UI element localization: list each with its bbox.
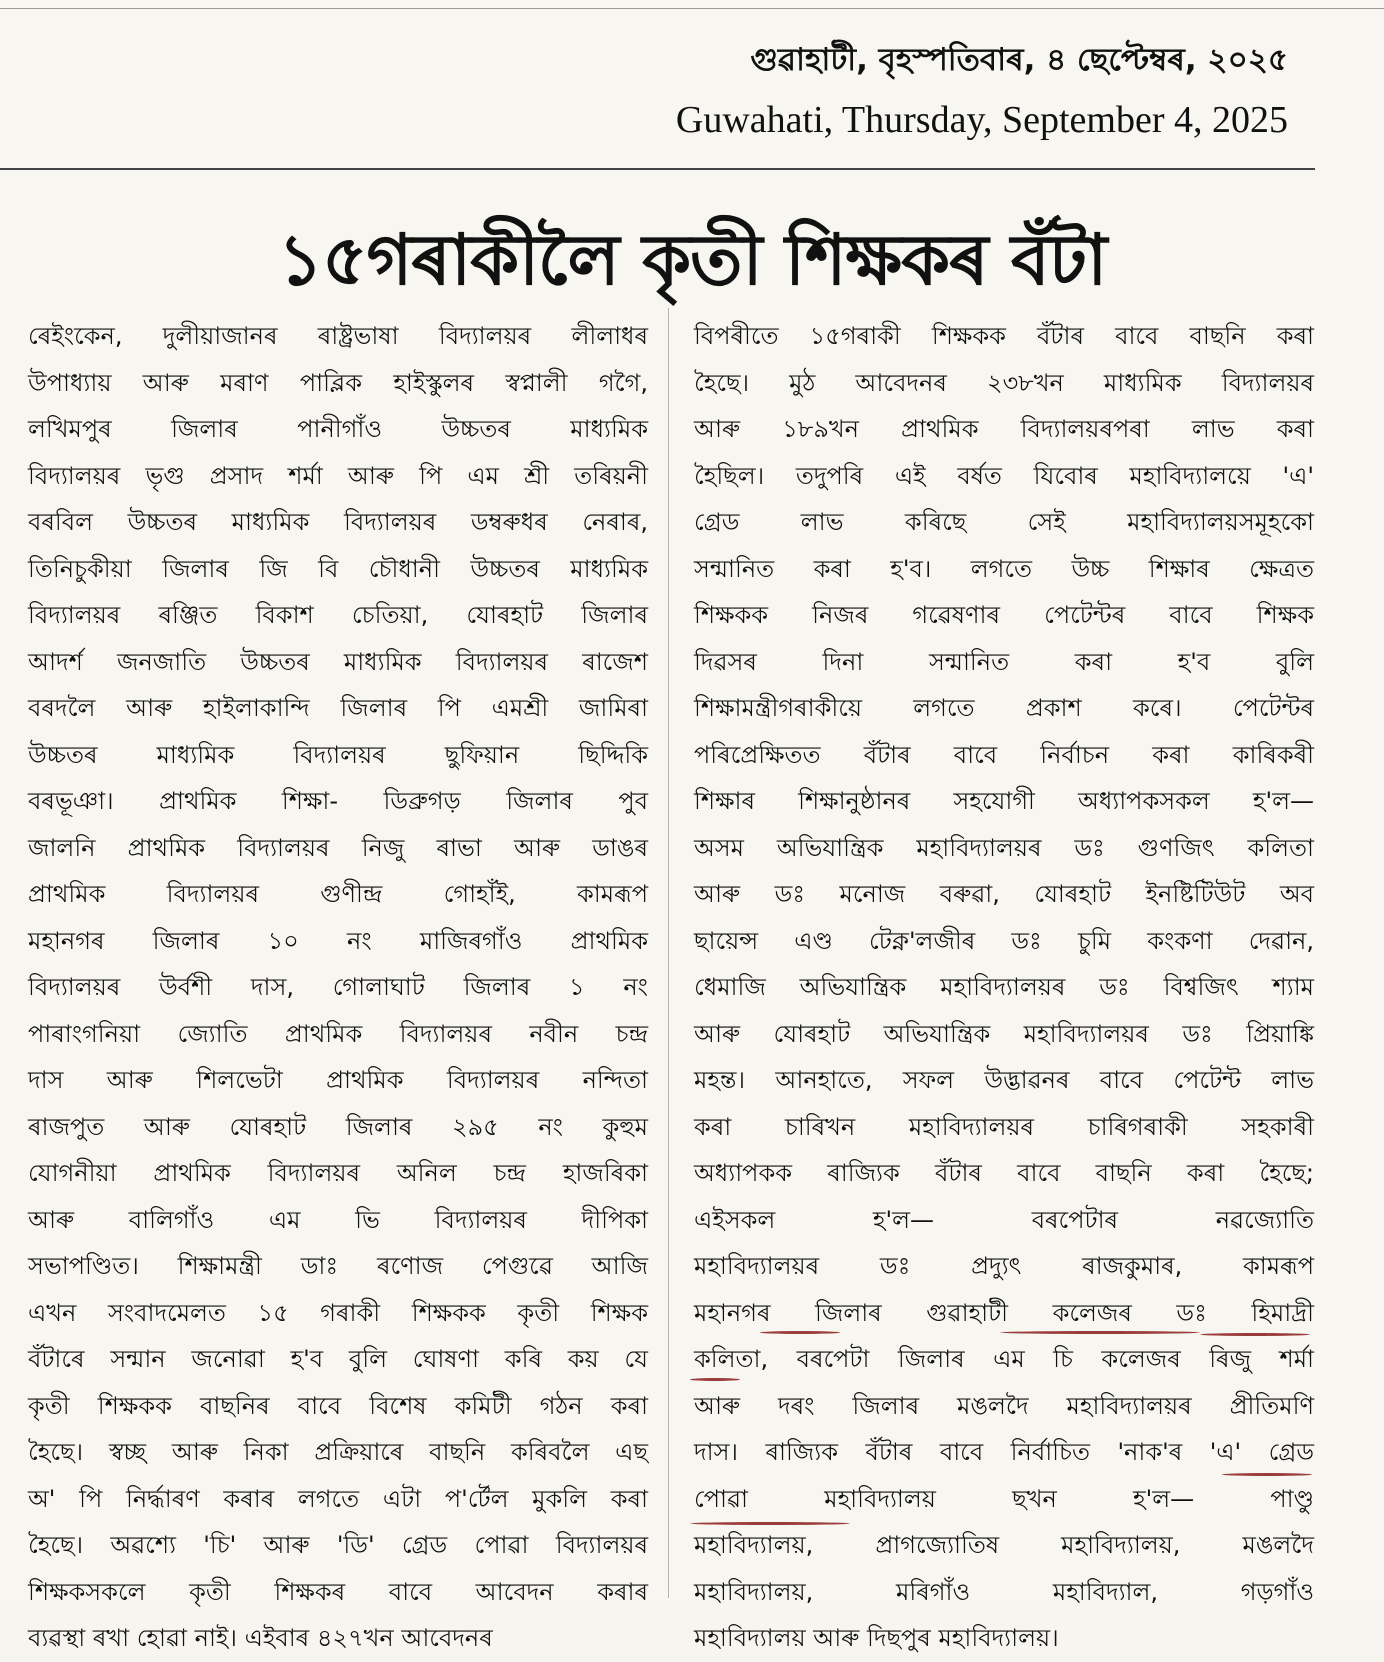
right-column-line: কৰা চাৰিখন মহাবিদ্যালয়ৰ চাৰিগৰাকী সহকাৰী (694, 1112, 1314, 1141)
left-column-line: অ' পি নিৰ্দ্ধাৰণ কৰাৰ লগতে এটা প'ৰ্টেল মুকলি কৰা (28, 1484, 648, 1513)
right-column-line: পোৱা মহাবিদ্যালয় ছখন হ'ল— পাণ্ডু (694, 1484, 1314, 1513)
left-column-line: বৰবিল উচ্চতৰ মাধ্যমিক বিদ্যালয়ৰ ডম্বৰুধৰ নেৰাৰ, (28, 508, 648, 536)
column-divider (668, 308, 669, 1598)
left-column-line: ৰাজপুত আৰু যোৰহাট জিলাৰ ২৯৫ নং কুহুম (28, 1112, 648, 1141)
right-column-line: মহাবিদ্যালয়ৰ ডঃ প্ৰদ্যুৎ ৰাজকুমাৰ, কামৰূপ (694, 1252, 1314, 1280)
right-column-line: অধ্যাপকক ৰাজ্যিক বঁটাৰ বাবে বাছনি কৰা হৈছে; (694, 1159, 1314, 1187)
right-column-line: ধেমাজি অভিযান্ত্ৰিক মহাবিদ্যালয়ৰ ডঃ বিশ্বজিৎ শ্যাম (694, 973, 1314, 1001)
left-column-line: উচ্চতৰ মাধ্যমিক বিদ্যালয়ৰ ছুফিয়ান ছিদ্দিকি (28, 740, 648, 769)
right-column-line: অসম অভিযান্ত্ৰিক মহাবিদ্যালয়ৰ ডঃ গুণজিৎ কলিতা (694, 833, 1314, 862)
left-column-line: যোগনীয়া প্ৰাথমিক বিদ্যালয়ৰ অনিল চন্দ্ৰ হাজৰিকা (28, 1159, 648, 1187)
right-column-line: এইসকল হ'ল— বৰপেটাৰ নৱজ্যোতি (694, 1205, 1314, 1234)
left-column-line: প্ৰাথমিক বিদ্যালয়ৰ গুণীন্দ্ৰ গোহাঁই, কামৰূপ (28, 880, 648, 908)
right-column-line: শিক্ষাৰ শিক্ষানুষ্ঠানৰ সহযোগী অধ্যাপকসকল হ'ল— (694, 787, 1314, 815)
right-column-line: আৰু যোৰহাট অভিযান্ত্ৰিক মহাবিদ্যালয়ৰ ডঃ প্ৰিয়াঙ্কি (694, 1019, 1314, 1048)
right-column-line: মহাবিদ্যালয়, মৰিগাঁও মহাবিদ্যাল, গড়গাঁও (694, 1577, 1314, 1606)
right-column-line: গ্ৰেড লাভ কৰিছে সেই মহাবিদ্যালয়সমূহকো (694, 508, 1314, 536)
right-column-line: মহন্ত। আনহাতে, সফল উদ্ভাৱনৰ বাবে পেটেন্ট লাভ (694, 1066, 1314, 1094)
left-column-line: বৰভূঞা। প্ৰাথমিক শিক্ষা- ডিব্ৰুগড় জিলাৰ পুব (28, 787, 648, 815)
left-column-line: ব্যৱস্থা ৰখা হোৱা নাই। এইবাৰ ৪২৭খন আবেদনৰ (28, 1624, 493, 1652)
pen-underline-3 (1200, 1333, 1310, 1336)
left-column-line: তিনিচুকীয়া জিলাৰ জি বি চৌধানী উচ্চতৰ মাধ্যমিক (28, 554, 648, 583)
pen-underline-2 (1000, 1331, 1200, 1334)
right-column-line: শিক্ষামন্ত্ৰীগৰাকীয়ে লগতে প্ৰকাশ কৰে। পেটেন্টৰ (694, 694, 1314, 722)
right-column-line: ছায়েন্স এণ্ড টেক্ন'লজীৰ ডঃ চুমি কংকণা দেৱান, (694, 926, 1314, 955)
article-column-left (28, 313, 648, 1662)
pen-underline-1 (760, 1331, 840, 1334)
right-column-line: আৰু ডঃ মনোজ বৰুৱা, যোৰহাট ইনষ্টিটিউট অব (694, 880, 1314, 908)
left-column-line: হৈছে। অৱশ্যে 'চি' আৰু 'ডি' গ্ৰেড পোৱা বিদ্যালয়ৰ (28, 1531, 648, 1559)
right-column-line: পৰিপ্ৰেক্ষিতত বঁটাৰ বাবে নিৰ্বাচন কৰা কাৰিকৰী (694, 740, 1314, 769)
left-column-line: দাস আৰু শিলভেটা প্ৰাথমিক বিদ্যালয়ৰ নন্দিতা (28, 1066, 648, 1094)
left-column-line: হৈছে। স্বচ্ছ আৰু নিকা প্ৰক্ৰিয়াৰে বাছনি কৰিবলৈ এছ (28, 1438, 648, 1466)
left-column-line: এখন সংবাদমেলত ১৫ গৰাকী শিক্ষকক কৃতী শিক্ষক (28, 1298, 648, 1327)
right-column-line: আৰু ১৮৯খন প্ৰাথমিক বিদ্যালয়ৰপৰা লাভ কৰা (694, 415, 1314, 443)
left-column-line: মহানগৰ জিলাৰ ১০ নং মাজিৰগাঁও প্ৰাথমিক (28, 926, 648, 955)
left-column-line: কৃতী শিক্ষকক বাছনিৰ বাবে বিশেষ কমিটী গঠন কৰা (28, 1391, 648, 1420)
left-column-line: পাৰাংগনিয়া জ্যোতি প্ৰাথমিক বিদ্যালয়ৰ নবীন চন্দ্ৰ (28, 1019, 648, 1048)
right-column-line: দাস। ৰাজ্যিক বঁটাৰ বাবে নিৰ্বাচিত 'নাক'ৰ 'এ' গ্ৰেড (694, 1438, 1314, 1466)
left-column-line: ৰেইংকেন, দুলীয়াজানৰ ৰাষ্ট্ৰভাষা বিদ্যালয়ৰ লীলাধৰ (28, 322, 648, 350)
left-column-line: শিক্ষকসকলে কৃতী শিক্ষকৰ বাবে আবেদন কৰাৰ (28, 1577, 648, 1606)
right-column-line: আৰু দৰং জিলাৰ মঙলদৈ মহাবিদ্যালয়ৰ প্ৰীতিমণি (694, 1391, 1314, 1420)
dateline-english: Guwahati, Thursday, September 4, 2025 (675, 99, 1288, 141)
header-rule (0, 168, 1315, 170)
right-column-line: দিৱসৰ দিনা সন্মানিত কৰা হ'ব বুলি (694, 647, 1314, 676)
dateline-assamese: গুৱাহাটী, বৃহস্পতিবাৰ, ৪ ছেপ্টেম্বৰ, ২০২৫ (750, 42, 1288, 78)
left-column-line: বিদ্যালয়ৰ ৰঞ্জিত বিকাশ চেতিয়া, যোৰহাট জিলাৰ (28, 601, 648, 629)
article-column-right (694, 313, 1314, 1662)
left-column-line: আৰু বালিগাঁও এম ভি বিদ্যালয়ৰ দীপিকা (28, 1205, 648, 1234)
right-column-line: মহাবিদ্যালয় আৰু দিছপুৰ মহাবিদ্যালয়। (694, 1624, 1059, 1652)
right-column-line: সন্মানিত কৰা হ'ব। লগতে উচ্চ শিক্ষাৰ ক্ষেত্ৰত (694, 554, 1314, 583)
pen-underline-4 (690, 1378, 740, 1381)
left-column-line: বঁটাৰে সন্মান জনোৱা হ'ব বুলি ঘোষণা কৰি কয় যে (28, 1345, 648, 1373)
top-rule (0, 8, 1384, 9)
left-column-line: জালনি প্ৰাথমিক বিদ্যালয়ৰ নিজু ৰাভা আৰু ডাঙৰ (28, 833, 648, 862)
left-column-line: বিদ্যালয়ৰ উৰ্বশী দাস, গোলাঘাট জিলাৰ ১ নং (28, 973, 648, 1001)
right-column-line: মহানগৰ জিলাৰ গুৱাহাটী কলেজৰ ডঃ হিমাদ্ৰী (694, 1298, 1314, 1327)
article-headline: ১৫গৰাকীলৈ কৃতী শিক্ষকৰ বঁটা (277, 219, 1107, 301)
right-column-line: কলিতা, বৰপেটা জিলাৰ এম চি কলেজৰ ৰিজু শৰ্মা (694, 1345, 1314, 1373)
right-column-line: বিপৰীতে ১৫গৰাকী শিক্ষকক বঁটাৰ বাবে বাছনি কৰা (694, 322, 1314, 350)
pen-underline-5 (1222, 1473, 1312, 1476)
left-column-line: সভাপণ্ডিত। শিক্ষামন্ত্ৰী ডাঃ ৰণোজ পেগুৱে আজি (28, 1252, 648, 1280)
right-column-line: মহাবিদ্যালয়, প্ৰাগজ্যোতিষ মহাবিদ্যালয়, মঙলদৈ (694, 1531, 1314, 1559)
right-column-line: হৈছিল। তদুপৰি এই বৰ্ষত যিবোৰ মহাবিদ্যালয়ে 'এ' (694, 461, 1314, 490)
pen-underline-6 (690, 1522, 850, 1525)
left-column-line: আদৰ্শ জনজাতি উচ্চতৰ মাধ্যমিক বিদ্যালয়ৰ ৰাজেশ (28, 647, 648, 676)
left-column-line: লখিমপুৰ জিলাৰ পানীগাঁও উচ্চতৰ মাধ্যমিক (28, 415, 648, 443)
left-column-line: উপাধ্যায় আৰু মৰাণ পাব্লিক হাইস্কুলৰ স্বপ্নালী গগৈ, (28, 368, 648, 397)
right-column-line: হৈছে। মুঠ আবেদনৰ ২৩৮খন মাধ্যমিক বিদ্যালয়ৰ (694, 368, 1314, 397)
left-column-line: বৰদলৈ আৰু হাইলাকান্দি জিলাৰ পি এমশ্ৰী জামিৰা (28, 694, 648, 722)
right-column-line: শিক্ষকক নিজৰ গৱেষণাৰ পেটেন্টৰ বাবে শিক্ষক (694, 601, 1314, 629)
left-column-line: বিদ্যালয়ৰ ভৃগু প্ৰসাদ শৰ্মা আৰু পি এম শ্ৰী তৰিয়নী (28, 461, 648, 490)
